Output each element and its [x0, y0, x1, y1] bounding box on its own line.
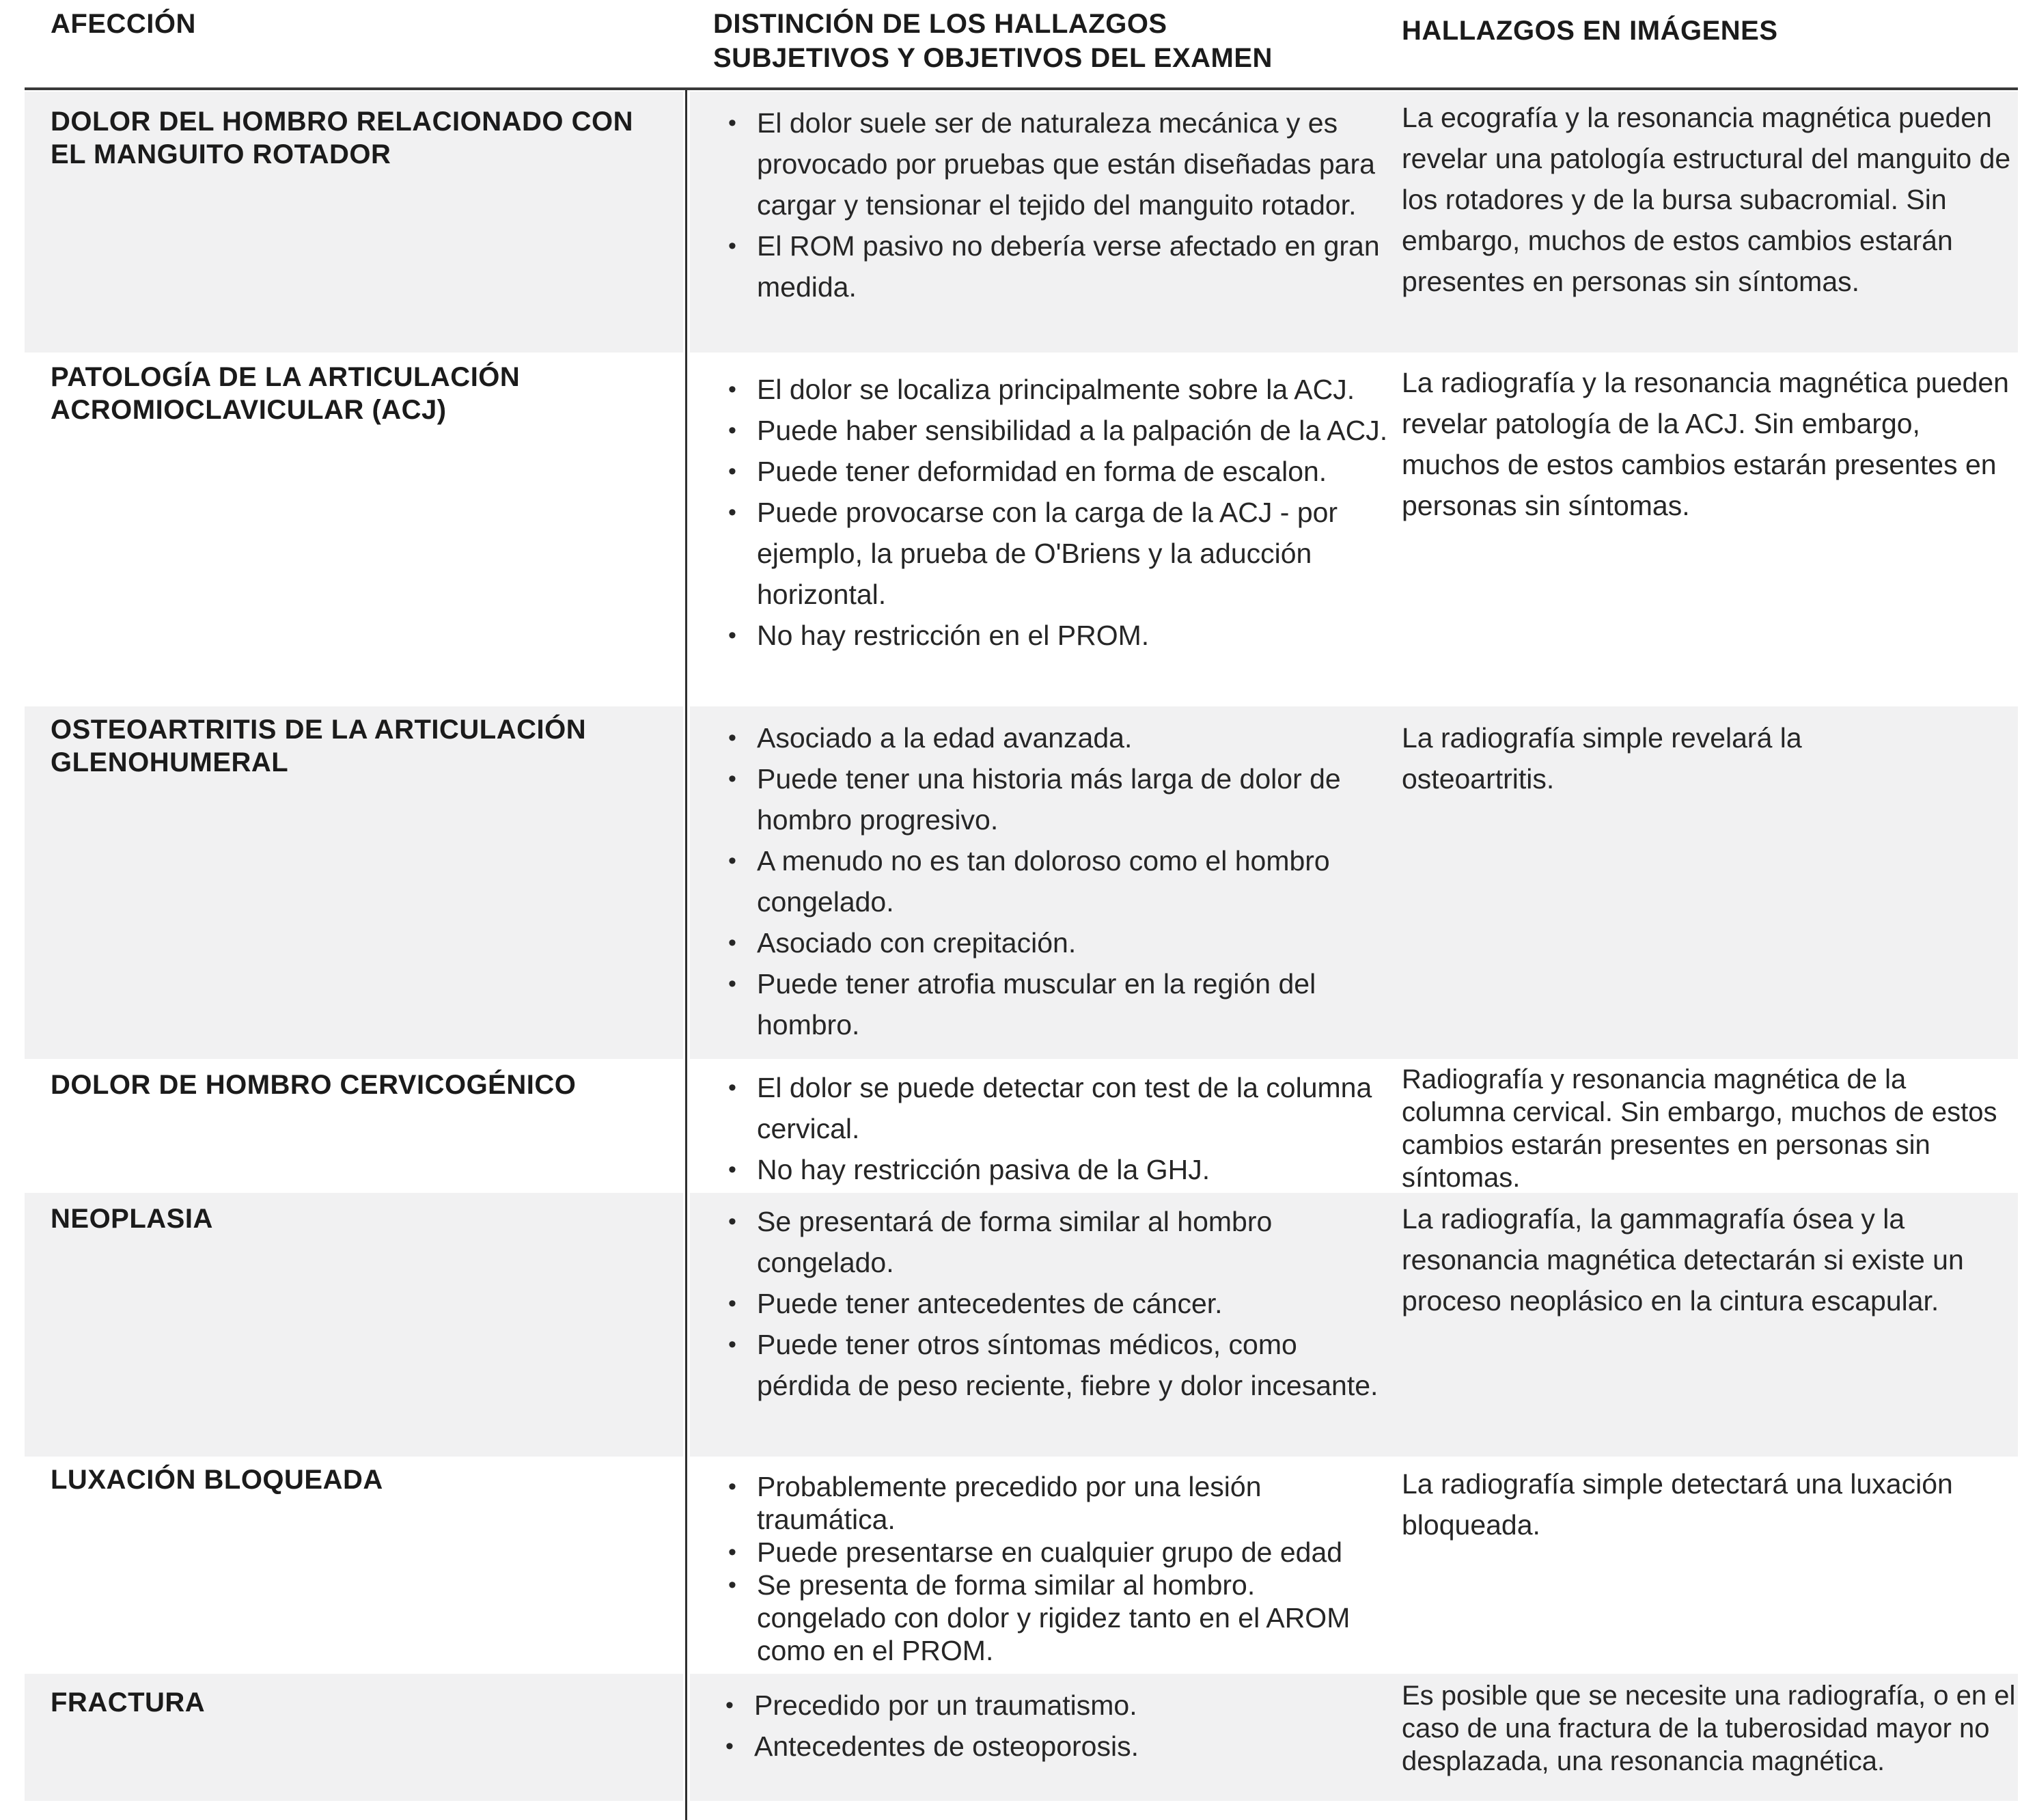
imaging-text: La radiografía, la gammagrafía ósea y la resonancia magnética detectarán si existe un proceso neoplásico en la cintura escapular.	[1402, 1203, 1964, 1316]
bullet-icon: •	[728, 930, 736, 956]
bullet-icon: •	[728, 1075, 736, 1101]
findings-list	[728, 1201, 1391, 1406]
findings-list	[728, 102, 1391, 307]
bullet-icon: •	[728, 622, 736, 648]
imaging-text: La ecografía y la resonancia magnética pueden revelar una patología estructural del manguito de los rotadores y de la bursa subacromial. Sin embargo, muchos de estos cambios estarán presentes en personas sin síntomas.	[1402, 102, 2011, 297]
imaging-text: La radiografía simple revelará la osteoartritis.	[1402, 722, 1802, 795]
header-imaging: HALLAZGOS EN IMÁGENES	[1402, 16, 1778, 46]
bullet-icon: •	[728, 1572, 736, 1598]
bullet-icon: •	[728, 1539, 736, 1565]
list-item: • Se presenta de forma similar al hombro. congelado con dolor y rigidez tanto en el AROM como en el PROM.	[728, 1569, 1351, 1666]
list-item: • No hay restricción pasiva de la GHJ.	[728, 1149, 1391, 1190]
imaging-text: Es posible que se necesite una radiografía, o en el caso de una fractura de la tuberosidad mayor no desplazada, una resonancia magnética.	[1402, 1681, 2016, 1776]
table-row	[25, 1457, 2018, 1674]
bullet-icon: •	[728, 110, 736, 136]
list-item: • Puede tener una historia más larga de dolor de hombro progresivo.	[728, 758, 1391, 840]
header-condition: AFECCIÓN	[51, 9, 196, 39]
imaging-text: La radiografía simple detectará una luxación bloqueada.	[1402, 1468, 1953, 1541]
list-item: • Puede tener otros síntomas médicos, como pérdida de peso reciente, fiebre y dolor incesante.	[728, 1324, 1391, 1406]
findings-list	[728, 369, 1391, 656]
list-item: • El dolor se localiza principalmente sobre la ACJ.	[728, 369, 1391, 410]
bullet-icon: •	[728, 1332, 736, 1357]
bullet-icon: •	[728, 766, 736, 792]
list-item: • El dolor se puede detectar con test de la columna cervical.	[728, 1067, 1391, 1149]
bullet-icon: •	[728, 1209, 736, 1235]
table-row	[25, 706, 2018, 1059]
condition-label: OSTEOARTRITIS DE LA ARTICULACIÓN GLENOHUMERAL	[51, 715, 587, 777]
condition-label: NEOPLASIA	[51, 1204, 213, 1234]
table-row	[25, 353, 2018, 706]
list-item: • A menudo no es tan doloroso como el hombro congelado.	[728, 840, 1391, 922]
table-row	[25, 92, 2018, 353]
findings-list	[728, 1470, 1391, 1667]
condition-label: DOLOR DEL HOMBRO RELACIONADO CON EL MANGUITO ROTADOR	[51, 107, 634, 169]
table-row	[25, 1193, 2018, 1457]
table-row	[25, 1674, 2018, 1801]
condition-label: FRACTURA	[51, 1687, 206, 1718]
bullet-icon: •	[725, 1733, 734, 1759]
findings-list	[728, 1067, 1391, 1190]
list-item: • No hay restricción en el PROM.	[728, 615, 1391, 656]
list-item: • Asociado con crepitación.	[728, 922, 1391, 963]
condition-label: LUXACIÓN BLOQUEADA	[51, 1465, 383, 1495]
bullet-icon: •	[728, 376, 736, 402]
findings-list	[728, 717, 1391, 1045]
bullet-icon: •	[728, 848, 736, 874]
list-item: • Asociado a la edad avanzada.	[728, 717, 1391, 758]
bullet-icon: •	[728, 1157, 736, 1183]
header-findings: DISTINCIÓN DE LOS HALLAZGOS SUBJETIVOS Y OBJETIVOS DEL EXAMEN	[713, 9, 1273, 73]
condition-label: DOLOR DE HOMBRO CERVICOGÉNICO	[51, 1070, 577, 1100]
bullet-icon: •	[728, 233, 736, 259]
bullet-icon: •	[728, 1291, 736, 1316]
bullet-icon: •	[728, 499, 736, 525]
bullet-icon: •	[728, 725, 736, 751]
imaging-text: La radiografía y la resonancia magnética pueden revelar patología de la ACJ. Sin embargo, muchos de estos cambios estarán presentes en personas sin síntomas.	[1402, 367, 2009, 521]
table-row	[25, 1059, 2018, 1193]
list-item: • Puede provocarse con la carga de la ACJ - por ejemplo, la prueba de O'Briens y la aducción horizontal.	[728, 492, 1391, 615]
table-header	[0, 0, 2022, 89]
condition-label: PATOLOGÍA DE LA ARTICULACIÓN ACROMIOCLAVICULAR (ACJ)	[51, 362, 521, 425]
list-item: • Puede tener deformidad en forma de escalon.	[728, 451, 1391, 492]
bullet-icon: •	[728, 1474, 736, 1500]
list-item: • Puede haber sensibilidad a la palpación de la ACJ.	[728, 410, 1391, 451]
list-item: • El dolor suele ser de naturaleza mecánica y es provocado por pruebas que están diseñadas para cargar y tensionar el tejido del manguito rotador.	[728, 102, 1391, 225]
list-item: • Se presentará de forma similar al hombro congelado.	[728, 1201, 1391, 1283]
header-divider	[25, 87, 2018, 90]
list-item: • Puede presentarse en cualquier grupo de edad	[728, 1536, 1343, 1568]
findings-list	[725, 1685, 1388, 1767]
list-item: • Puede tener atrofia muscular en la región del hombro.	[728, 963, 1391, 1045]
column-divider	[685, 90, 687, 1820]
list-item: • Puede tener antecedentes de cáncer.	[728, 1283, 1391, 1324]
imaging-text: Radiografía y resonancia magnética de la columna cervical. Sin embargo, muchos de estos cambios estarán presentes en personas sin síntomas.	[1402, 1064, 1997, 1193]
bullet-icon: •	[728, 458, 736, 484]
bullet-icon: •	[725, 1692, 734, 1718]
list-item: • El ROM pasivo no debería verse afectado en gran medida.	[728, 225, 1391, 307]
list-item: • Probablemente precedido por una lesión traumática.	[728, 1471, 1262, 1535]
list-item: • Antecedentes de osteoporosis.	[725, 1726, 1388, 1767]
list-item: • Precedido por un traumatismo.	[725, 1685, 1388, 1726]
bullet-icon: •	[728, 971, 736, 997]
bullet-icon: •	[728, 417, 736, 443]
